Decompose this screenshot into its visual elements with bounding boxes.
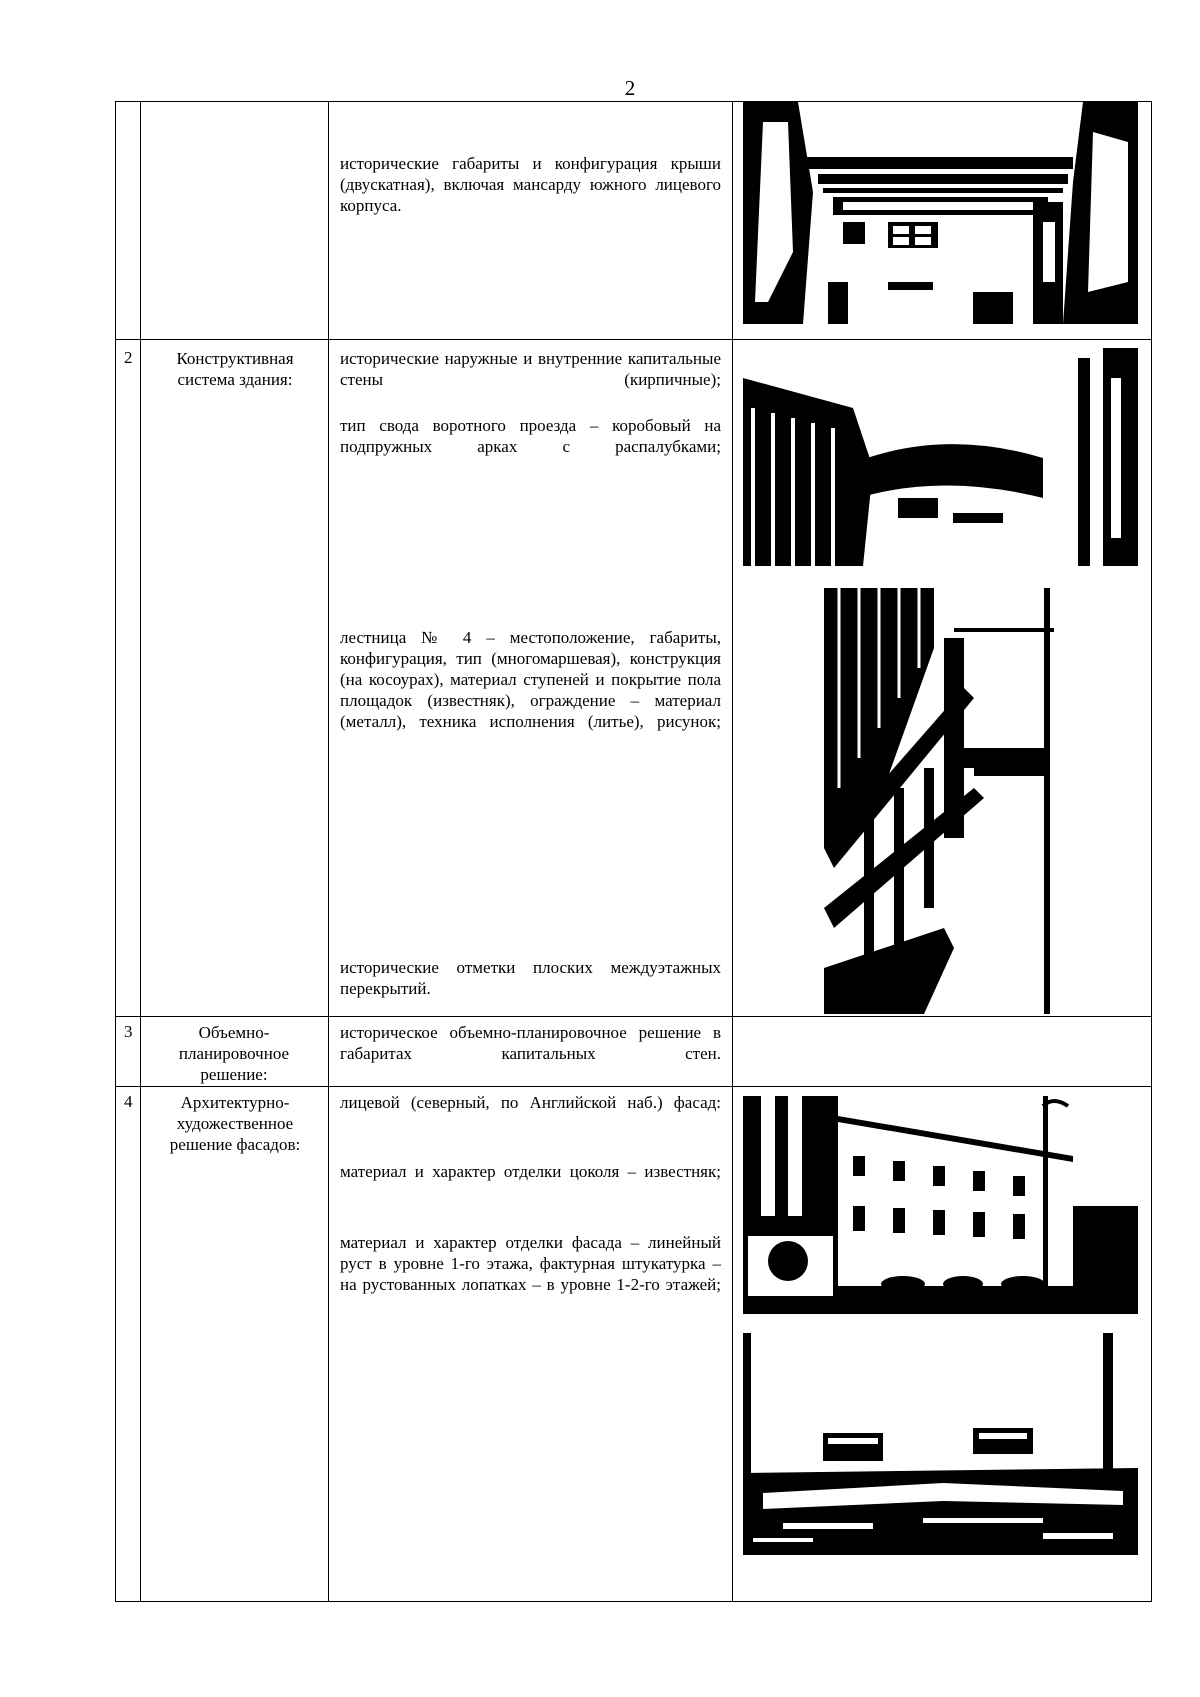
row-2-text-2: тип свода воротного проезда – коробовый на подпружных арках с распалубками; <box>340 416 721 456</box>
table-row-divider <box>115 1086 1152 1087</box>
row-3-number: 3 <box>124 1022 133 1041</box>
table-column-divider <box>140 101 141 1602</box>
row-4-text-2: материал и характер отделки цоколя – известняк; <box>340 1162 721 1181</box>
photo-plinth-detail <box>743 1333 1138 1555</box>
photo-street-facade <box>743 1096 1138 1314</box>
row-2-text-1: исторические наружные и внутренние капитальные стены (кирпичные); <box>340 349 721 389</box>
row-2-number: 2 <box>124 348 133 367</box>
row-4-name: Архитектурно-художественное решение фасадов: <box>169 1093 301 1154</box>
row-4-text-1: лицевой (северный, по Английской наб.) фасад: <box>340 1093 721 1112</box>
row-2-name: Конструктивная система здания: <box>176 349 294 389</box>
table-column-divider <box>732 101 733 1602</box>
table-row-divider <box>115 339 1152 340</box>
row-2-text-4: исторические отметки плоских междуэтажных перекрытий. <box>340 958 721 998</box>
photo-gate-vault <box>743 348 1138 566</box>
photo-courtyard-roof <box>743 102 1138 324</box>
table-column-divider <box>328 101 329 1602</box>
row-1-text-1: исторические габариты и конфигурация крыши (двускатная), включая мансарду южного лицевого корпуса. <box>340 154 721 215</box>
row-4-number: 4 <box>124 1092 133 1111</box>
row-2-text-3: лестница № 4 – местоположение, габариты, конфигурация, тип (многомаршевая), конструкция (на косоурах), материал ступеней и покрытие пола площадок (известняк), ограждение – материал (металл), техника исполнения (литье), рисунок; <box>340 628 721 731</box>
photo-staircase <box>824 588 1056 1014</box>
row-3-text-1: историческое объемно-планировочное решение в габаритах капитальных стен. <box>340 1023 721 1063</box>
row-4-text-3: материал и характер отделки фасада – линейный руст в уровне 1-го этажа, фактурная штукатурка – на рустованных лопатках – в уровне 1-2-го этажей; <box>340 1233 721 1294</box>
row-3-name: Объемно-планировочное решение: <box>178 1023 290 1084</box>
page-number: 2 <box>624 76 636 100</box>
